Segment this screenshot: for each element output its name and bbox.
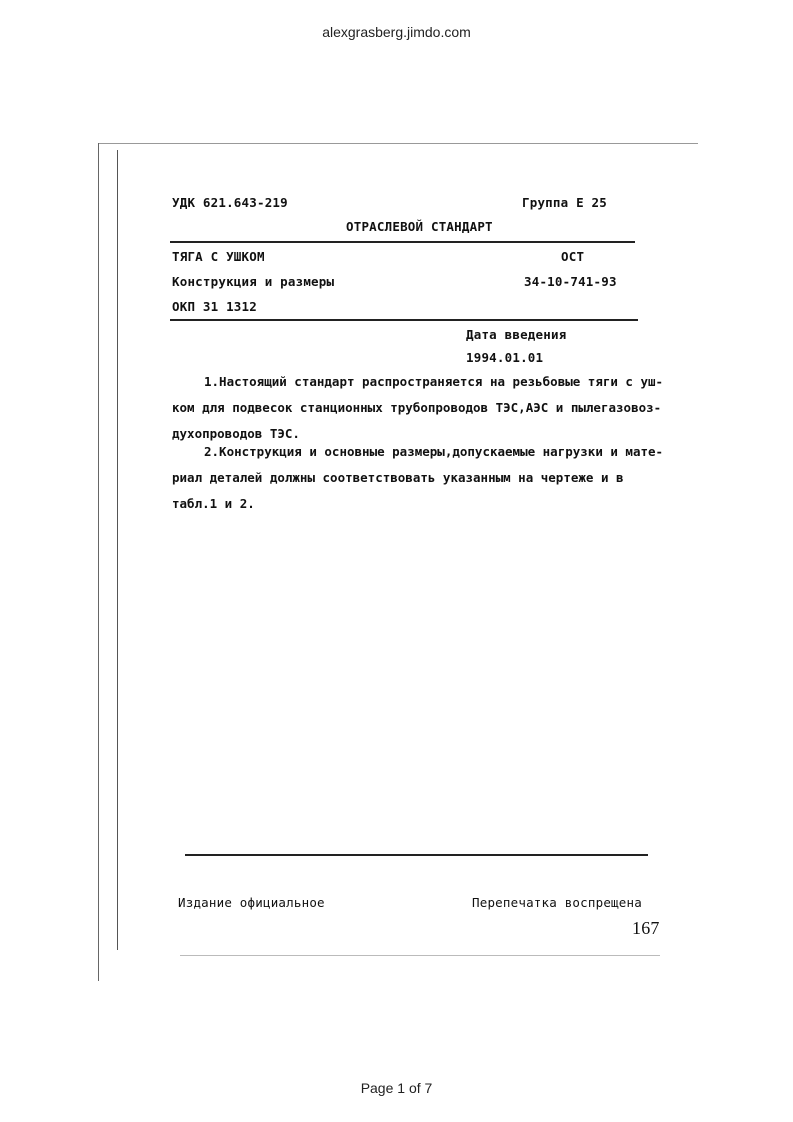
- doc-title: ОТРАСЛЕВОЙ СТАНДАРТ: [346, 219, 493, 234]
- page-number-handwritten: 167: [632, 918, 660, 938]
- intro-date: 1994.01.01: [466, 350, 544, 365]
- standard-name: ТЯГА С УШКОМ: [172, 249, 265, 264]
- paragraph-1: [172, 369, 662, 447]
- divider-bottom: [185, 854, 648, 856]
- paragraph-2: [172, 439, 662, 517]
- divider-top: [170, 241, 635, 243]
- text-line: риал деталей должны соответствовать указанным на чертеже и в: [172, 470, 624, 485]
- udk-code: УДК 621.643-219: [172, 195, 288, 210]
- intro-label: Дата введения: [466, 327, 567, 342]
- reprint-note: Перепечатка воспрещена: [472, 895, 642, 910]
- ost-label: ОСТ: [561, 249, 585, 264]
- ost-number: 34-10-741-93: [524, 274, 617, 289]
- text-line: табл.1 и 2.: [172, 496, 255, 511]
- standard-subtitle: Конструкция и размеры: [172, 274, 335, 289]
- group-code: Группа Е 25: [522, 195, 607, 210]
- page-footer: Page 1 of 7: [360, 1080, 433, 1096]
- scan-border-top: [98, 143, 698, 144]
- divider-middle: [170, 319, 638, 321]
- scan-border-left: [98, 143, 99, 981]
- scan-border-left-inner: [117, 150, 118, 950]
- okp-code: ОКП 31 1312: [172, 299, 257, 314]
- scan-bottom-line: [180, 955, 660, 956]
- site-header: alexgrasberg.jimdo.com: [322, 24, 471, 40]
- text-line: духопроводов ТЭС.: [172, 426, 300, 441]
- text-line: 2.Конструкция и основные размеры,допускаемые нагрузки и мате-: [204, 444, 664, 459]
- edition-note: Издание официальное: [178, 895, 325, 910]
- text-line: 1.Настоящий стандарт распространяется на резьбовые тяги с уш-: [204, 374, 664, 389]
- text-line: ком для подвесок станционных трубопроводов ТЭС,АЭС и пылегазовоз-: [172, 400, 662, 415]
